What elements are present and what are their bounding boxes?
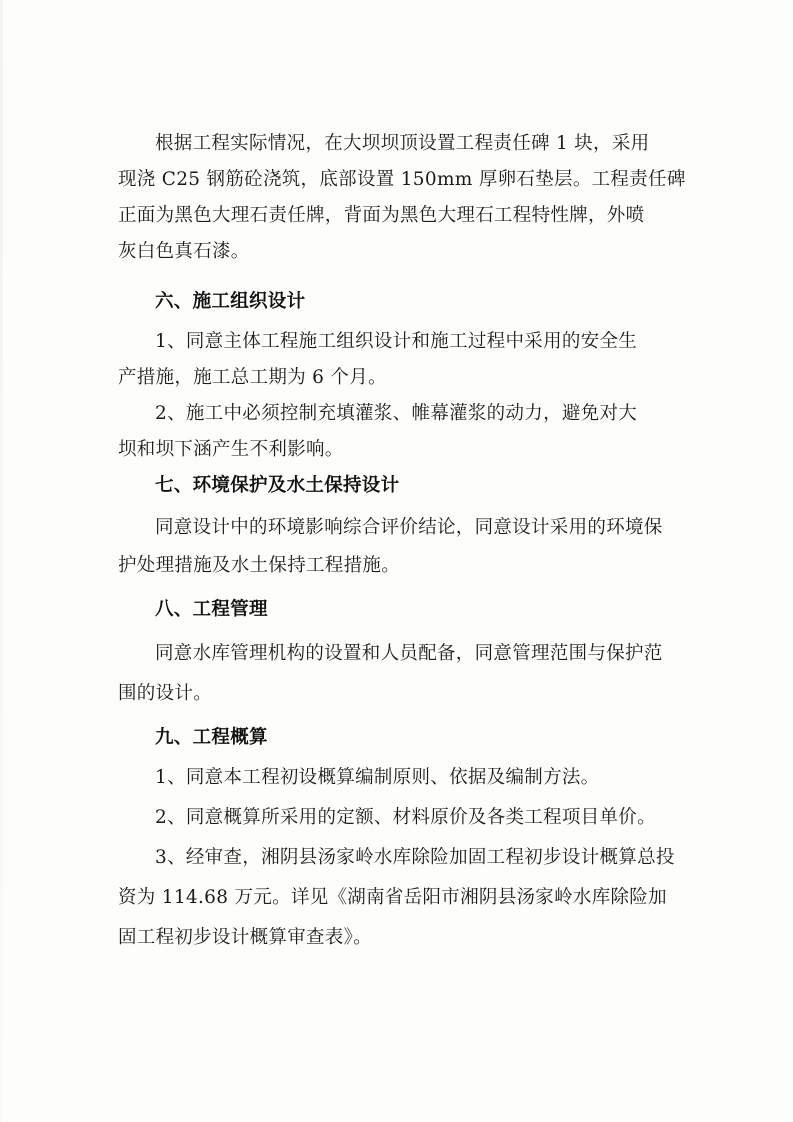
intro-line-1: 根据工程实际情况，在大坝坝顶设置工程责任碑 1 块，采用 xyxy=(155,133,650,154)
intro-line-2: 现浇 C25 钢筋砼浇筑，底部设置 150mm 厚卵石垫层。工程责任碑 xyxy=(118,169,686,190)
section-9-item-1: 1、同意本工程初设概算编制原则、依据及编制方法。 xyxy=(155,767,600,788)
section-9-heading: 九、工程概算 xyxy=(155,727,268,748)
section-7-line-2: 护处理措施及水土保持工程措施。 xyxy=(118,555,401,576)
intro-line-3: 正面为黑色大理石责任牌，背面为黑色大理石工程特性牌，外喷 xyxy=(118,205,645,226)
section-6-heading: 六、施工组织设计 xyxy=(155,291,306,312)
section-7-line-1: 同意设计中的环境影响综合评价结论，同意设计采用的环境保 xyxy=(155,517,663,538)
section-8-heading: 八、工程管理 xyxy=(155,599,268,620)
section-6-item-1-line-2: 产措施，施工总工期为 6 个月。 xyxy=(118,367,387,388)
section-9-item-3-line-3: 固工程初步设计概算审查表》。 xyxy=(118,927,372,948)
intro-line-4: 灰白色真石漆。 xyxy=(118,241,250,262)
section-9-item-3-line-1: 3、经审查，湘阴县汤家岭水库除险加固工程初步设计概算总投 xyxy=(155,847,675,868)
section-8-line-2: 围的设计。 xyxy=(118,683,213,704)
scan-edge xyxy=(0,0,3,1122)
section-8-line-1: 同意水库管理机构的设置和人员配备，同意管理范围与保护范 xyxy=(155,643,663,664)
section-9-item-3-line-2: 资为 114.68 万元。详见《湖南省岳阳市湘阴县汤家岭水库除险加 xyxy=(118,887,667,908)
section-7-heading: 七、环境保护及水土保持设计 xyxy=(155,475,400,496)
section-6-item-2-line-2: 坝和坝下涵产生不利影响。 xyxy=(118,439,344,460)
section-6-item-2-line-1: 2、施工中必须控制充填灌浆、帷幕灌浆的动力，避免对大 xyxy=(155,403,638,424)
section-6-item-1-line-1: 1、同意主体工程施工组织设计和施工过程中采用的安全生 xyxy=(155,331,638,352)
section-9-item-2: 2、同意概算所采用的定额、材料原价及各类工程项目单价。 xyxy=(155,807,656,828)
